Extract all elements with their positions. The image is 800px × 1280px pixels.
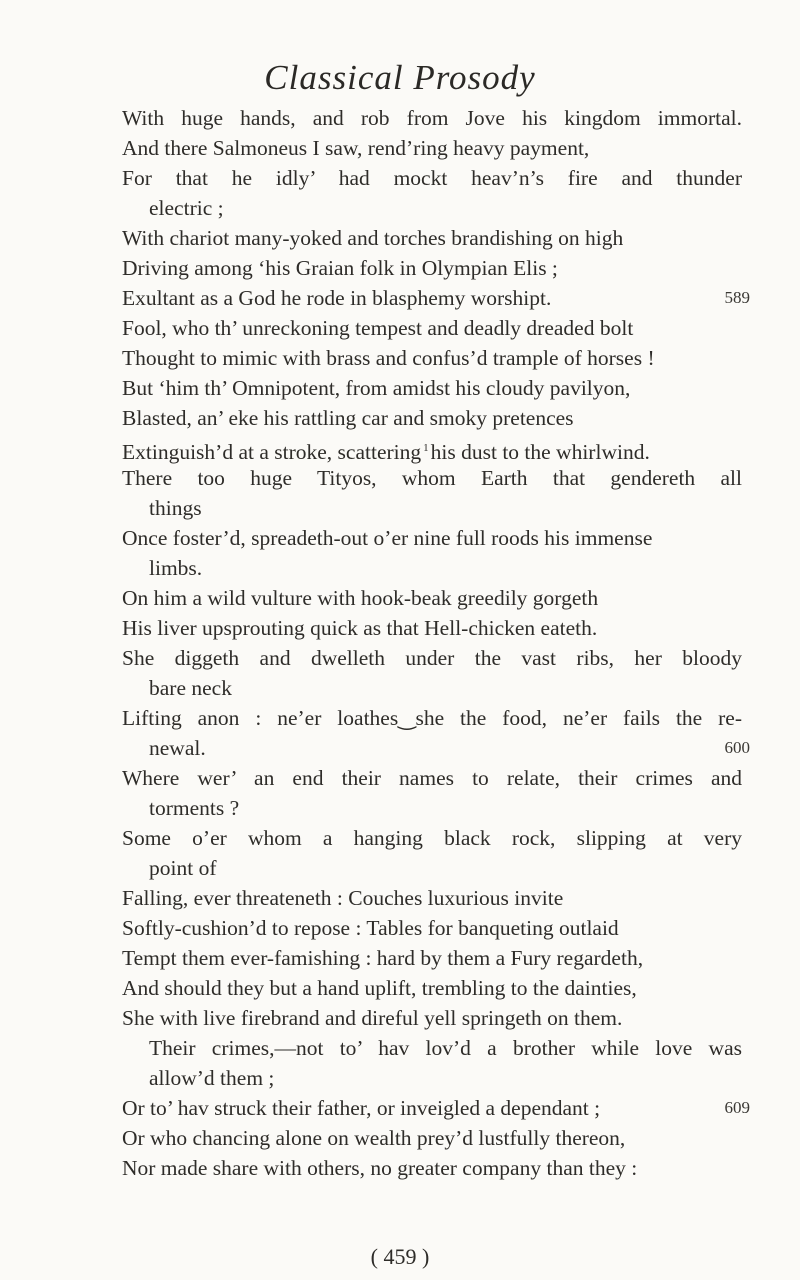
poem-line-text: His liver upsprouting quick as that Hell-chicken eateth. (122, 616, 598, 640)
poem-line-text: Driving among ‘his Graian folk in Olympian Elis ; (122, 256, 558, 280)
poem-line-text: With huge hands, and rob from Jove his kingdom immortal. (122, 106, 742, 130)
poem-line (122, 463, 742, 493)
poem-line (122, 373, 742, 403)
poem-line (122, 1003, 742, 1033)
poem-line (122, 763, 742, 793)
poem-line (122, 1033, 742, 1063)
poem-line-text: Falling, ever threateneth : Couches luxurious invite (122, 886, 564, 910)
page-number: ( 459 ) (370, 1244, 430, 1269)
poem-text (122, 103, 750, 1183)
poem-line-text: limbs. (149, 556, 203, 580)
poem-line-text: torments ? (149, 796, 240, 820)
poem-line-text: Thought to mimic with brass and confus’d trample of horses ! (122, 346, 655, 370)
poem-line-text: Their crimes,—not to’ hav lov’d a brother while love was (149, 1036, 742, 1060)
poem-line-text: She with live firebrand and direful yell springeth on them. (122, 1006, 623, 1030)
poem-line (122, 1093, 750, 1123)
poem-line-text: Tempt them ever-famishing : hard by them a Fury regardeth, (122, 946, 644, 970)
poem-line-text: electric ; (149, 196, 224, 220)
poem-line-text: For that he idly’ had mockt heav’n’s fire and thunder (122, 166, 742, 190)
poem-line (122, 973, 742, 1003)
running-header: Classical Prosody (264, 58, 536, 97)
poem-line (122, 733, 750, 763)
poem-line (122, 553, 742, 583)
line-number: 609 (724, 1098, 750, 1117)
poem-line (122, 103, 742, 133)
poem-line (122, 1063, 742, 1093)
poem-line (122, 1123, 742, 1153)
poem-line-text-continued: his dust to the whirlwind. (430, 440, 650, 464)
poem-line (122, 283, 750, 313)
poem-line-text: Exultant as a God he rode in blasphemy worshipt. (122, 286, 552, 310)
poem-line (122, 643, 742, 673)
poem-line (122, 853, 742, 883)
poem-line-text: things (149, 496, 202, 520)
poem-line (122, 433, 742, 463)
poem-line (122, 343, 742, 373)
poem-line (122, 193, 742, 223)
poem-line-text: Some o’er whom a hanging black rock, slipping at very (122, 826, 742, 850)
poem-line-text: Extinguish’d at a stroke, scattering (122, 440, 422, 464)
poem-line-text: Blasted, an’ eke his rattling car and smoky pretences (122, 406, 574, 430)
poem-line-text: bare neck (149, 676, 232, 700)
poem-line-text: allow’d them ; (149, 1066, 275, 1090)
poem-line-text: But ‘him th’ Omnipotent, from amidst his cloudy pavilyon, (122, 376, 631, 400)
poem-line (122, 883, 742, 913)
poem-line (122, 163, 742, 193)
poem-line-text: On him a wild vulture with hook-beak greedily gorgeth (122, 586, 599, 610)
poem-line (122, 943, 742, 973)
poem-line (122, 793, 742, 823)
poem-line-text: Once foster’d, spreadeth-out o’er nine full roods his immense (122, 526, 653, 550)
poem-line-text: Lifting anon : ne’er loathes‿she the food, ne’er fails the re- (122, 706, 742, 730)
poem-line (122, 673, 742, 703)
poem-line-text: point of (149, 856, 217, 880)
poem-line (122, 523, 742, 553)
poem-line-text: With chariot many-yoked and torches brandishing on high (122, 226, 624, 250)
poem-line (122, 223, 742, 253)
poem-line (122, 613, 742, 643)
poem-line-text: Nor made share with others, no greater company than they : (122, 1156, 638, 1180)
poem-line (122, 1153, 742, 1183)
poem-line (122, 253, 742, 283)
poem-line (122, 703, 742, 733)
poem-line-text: Or to’ hav struck their father, or inveigled a dependant ; (122, 1096, 601, 1120)
poem-line-text: And should they but a hand uplift, trembling to the dainties, (122, 976, 637, 1000)
poem-line (122, 133, 742, 163)
poem-line (122, 493, 742, 523)
poem-line-text: And there Salmoneus I saw, rend’ring heavy payment, (122, 136, 590, 160)
poem-line-text: Where wer’ an end their names to relate, their crimes and (122, 766, 742, 790)
poem-line-text: Softly-cushion’d to repose : Tables for banqueting outlaid (122, 916, 619, 940)
poem-line-text: Or who chancing alone on wealth prey’d lustfully thereon, (122, 1126, 626, 1150)
line-number: 589 (724, 288, 750, 307)
poem-line (122, 823, 742, 853)
poem-line-text: Fool, who th’ unreckoning tempest and deadly dreaded bolt (122, 316, 634, 340)
poem-line (122, 583, 742, 613)
poem-line-text: There too huge Tityos, whom Earth that gendereth all (122, 466, 742, 490)
poem-line (122, 913, 742, 943)
poem-line-text: newal. (149, 736, 206, 760)
line-number: 600 (724, 738, 750, 757)
poem-line (122, 313, 742, 343)
footnote-marker: 1 (423, 442, 429, 454)
poem-line-text: She diggeth and dwelleth under the vast ribs, her bloody (122, 646, 742, 670)
poem-line (122, 403, 742, 433)
